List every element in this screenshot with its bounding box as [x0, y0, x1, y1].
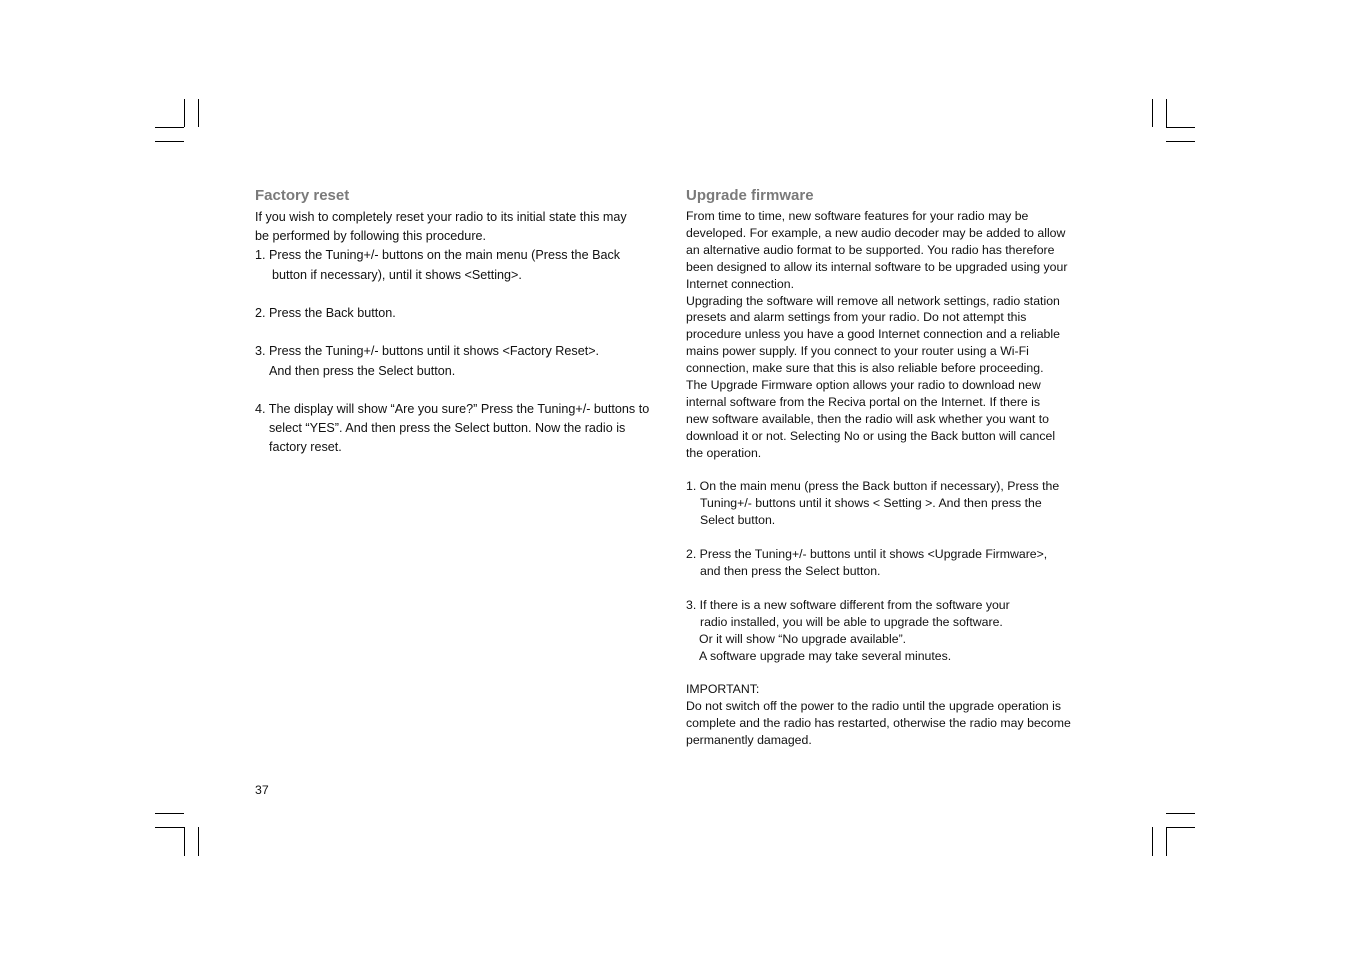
factory-reset-step-1: 1. Press the Tuning+/- buttons on the main menu (Press the Back [255, 248, 621, 263]
important-line: permanently damaged. [686, 733, 812, 748]
upgrade-intro-line: connection, make sure that this is also reliable before proceeding. [686, 361, 1044, 376]
crop-mark [198, 99, 199, 127]
upgrade-step-1-cont: Tuning+/- buttons until it shows < Setting >. And then press the [700, 496, 1042, 511]
upgrade-step-2: 2. Press the Tuning+/- buttons until it shows <Upgrade Firmware>, [686, 547, 1048, 562]
upgrade-firmware-section [686, 186, 1091, 749]
upgrade-intro-line: download it or not. Selecting No or using the Back button will cancel [686, 428, 1056, 443]
important-line: complete and the radio has restarted, otherwise the radio may become [686, 716, 1071, 731]
crop-mark [155, 827, 184, 828]
crop-mark [155, 813, 184, 814]
crop-mark [198, 827, 199, 856]
crop-mark [1166, 141, 1195, 142]
upgrade-firmware-heading: Upgrade firmware [686, 187, 814, 204]
upgrade-step-1: 1. On the main menu (press the Back button if necessary), Press the [686, 479, 1060, 494]
factory-reset-heading: Factory reset [255, 187, 350, 204]
crop-mark [155, 141, 184, 142]
upgrade-intro-line: From time to time, new software features for your radio may be [686, 209, 1029, 223]
upgrade-step-3: 3. If there is a new software different from the software your [686, 597, 1010, 612]
upgrade-step-3-cont: A software upgrade may take several minutes. [699, 648, 952, 663]
crop-mark [1166, 813, 1195, 814]
factory-reset-step-4-cont: factory reset. [269, 440, 342, 455]
upgrade-intro-line: the operation. [686, 445, 762, 460]
crop-mark [1152, 99, 1153, 127]
crop-mark [184, 99, 185, 127]
upgrade-intro-line: internal software from the Reciva portal on the Internet. If there is [686, 394, 1041, 409]
factory-reset-step-2: 2. Press the Back button. [255, 306, 396, 320]
important-line: Do not switch off the power to the radio until the upgrade operation is [686, 699, 1062, 714]
upgrade-intro-line: presets and alarm settings from your radio. Do not attempt this [686, 310, 1027, 325]
upgrade-intro-line: Upgrading the software will remove all network settings, radio station [686, 293, 1060, 308]
upgrade-intro-line: developed. For example, a new audio decoder may be added to allow [686, 225, 1066, 240]
upgrade-intro-line: The Upgrade Firmware option allows your radio to download new [686, 378, 1041, 393]
important-label: IMPORTANT: [686, 682, 760, 697]
upgrade-intro-line: new software available, then the radio will ask whether you want to [686, 411, 1049, 426]
factory-reset-step-4: 4. The display will show “Are you sure?” Press the Tuning+/- buttons to [255, 401, 650, 416]
crop-mark [1166, 127, 1195, 128]
crop-mark [184, 827, 185, 856]
upgrade-intro-line: Internet connection. [686, 276, 795, 291]
crop-mark [1166, 99, 1167, 127]
factory-reset-step-1-cont: button if necessary), until it shows <Setting>. [272, 267, 522, 282]
upgrade-intro-line: an alternative audio format to be supported. You radio has therefore [686, 242, 1055, 257]
upgrade-intro-line: mains power supply. If you connect to your router using a Wi-Fi [686, 344, 1029, 359]
upgrade-step-3-cont: Or it will show “No upgrade available”. [699, 631, 907, 646]
crop-mark [1166, 827, 1167, 856]
factory-reset-step-3-cont: And then press the Select button. [269, 363, 456, 378]
crop-mark [155, 127, 184, 128]
crop-mark [1152, 827, 1153, 856]
upgrade-step-1-cont: Select button. [700, 513, 776, 528]
page-number: 37 [255, 783, 269, 797]
factory-reset-intro-line: If you wish to completely reset your radio to its initial state this may [255, 210, 627, 224]
upgrade-intro-line: procedure unless you have a good Internet connection and a reliable [686, 327, 1060, 342]
upgrade-intro-line: been designed to allow its internal software to be upgraded using your [686, 259, 1068, 274]
crop-mark [1166, 827, 1195, 828]
upgrade-step-2-cont: and then press the Select button. [700, 564, 881, 578]
upgrade-step-3-cont: radio installed, you will be able to upgrade the software. [700, 614, 1003, 629]
factory-reset-section [255, 186, 665, 458]
factory-reset-step-4-cont: select “YES”. And then press the Select button. Now the radio is [269, 421, 626, 436]
factory-reset-intro-line: be performed by following this procedure. [255, 229, 487, 244]
factory-reset-step-3: 3. Press the Tuning+/- buttons until it shows <Factory Reset>. [255, 344, 600, 359]
